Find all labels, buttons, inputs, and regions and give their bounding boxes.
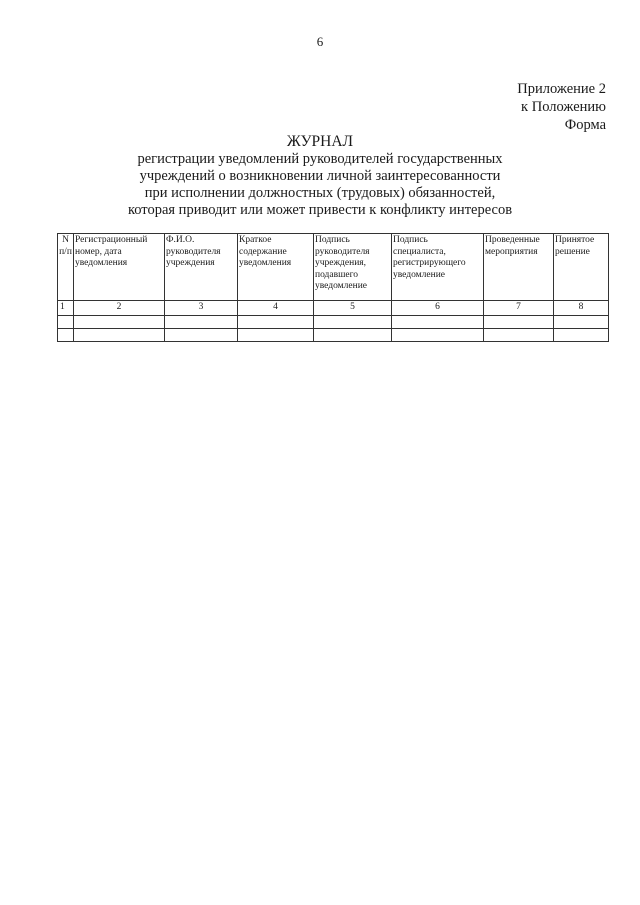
title-heading: ЖУРНАЛ (286, 133, 354, 150)
table-row (58, 315, 609, 328)
table-cell (554, 328, 609, 341)
header-cell-measures: Проведенные мероприятия (484, 234, 554, 301)
table-cell (238, 328, 314, 341)
title-line-3: при исполнении должностных (трудовых) обязанностей, (144, 185, 496, 201)
table-header-row (58, 234, 609, 301)
column-number-cell: 3 (165, 301, 238, 316)
header-cell-number: N п/п (58, 234, 74, 301)
header-cell-head-name: Ф.И.О. руководителя учреждения (165, 234, 238, 301)
table-cell (484, 315, 554, 328)
title-line-4: которая приводит или может привести к конфликту интересов (127, 202, 513, 218)
column-number-cell: 1 (58, 301, 74, 316)
table-cell (165, 315, 238, 328)
column-number-cell: 5 (314, 301, 392, 316)
header-cell-summary: Краткое содержание уведомления (238, 234, 314, 301)
journal-table (57, 233, 609, 342)
table-cell (554, 315, 609, 328)
title-line-2: учреждений о возникновении личной заинтересованности (139, 168, 501, 184)
table-cell (58, 315, 74, 328)
column-number-cell: 2 (74, 301, 165, 316)
header-cell-head-signature: Подпись руководителя учреждения, подавшего уведомление (314, 234, 392, 301)
table-cell (484, 328, 554, 341)
header-cell-registration: Регистрационный номер, дата уведомления (74, 234, 165, 301)
appendix-line-2: к Положению (521, 99, 606, 115)
table-cell (314, 328, 392, 341)
column-number-row (58, 301, 609, 316)
appendix-line-3: Форма (564, 117, 606, 133)
table-cell (392, 328, 484, 341)
table-cell (74, 315, 165, 328)
table-cell (314, 315, 392, 328)
appendix-line-1: Приложение 2 (517, 81, 606, 97)
table-row (58, 328, 609, 341)
header-cell-decision: Принятое решение (554, 234, 609, 301)
table-cell (58, 328, 74, 341)
table-cell (74, 328, 165, 341)
table-cell (392, 315, 484, 328)
table-cell (165, 328, 238, 341)
column-number-cell: 6 (392, 301, 484, 316)
title-line-1: регистрации уведомлений руководителей государственных (137, 151, 503, 167)
column-number-cell: 7 (484, 301, 554, 316)
page-number: 6 (316, 34, 324, 49)
column-number-cell: 4 (238, 301, 314, 316)
document-title (0, 133, 640, 219)
appendix-block (517, 80, 606, 134)
column-number-cell: 8 (554, 301, 609, 316)
table-cell (238, 315, 314, 328)
header-cell-specialist-signature: Подпись специалиста, регистрирующего уведомление (392, 234, 484, 301)
